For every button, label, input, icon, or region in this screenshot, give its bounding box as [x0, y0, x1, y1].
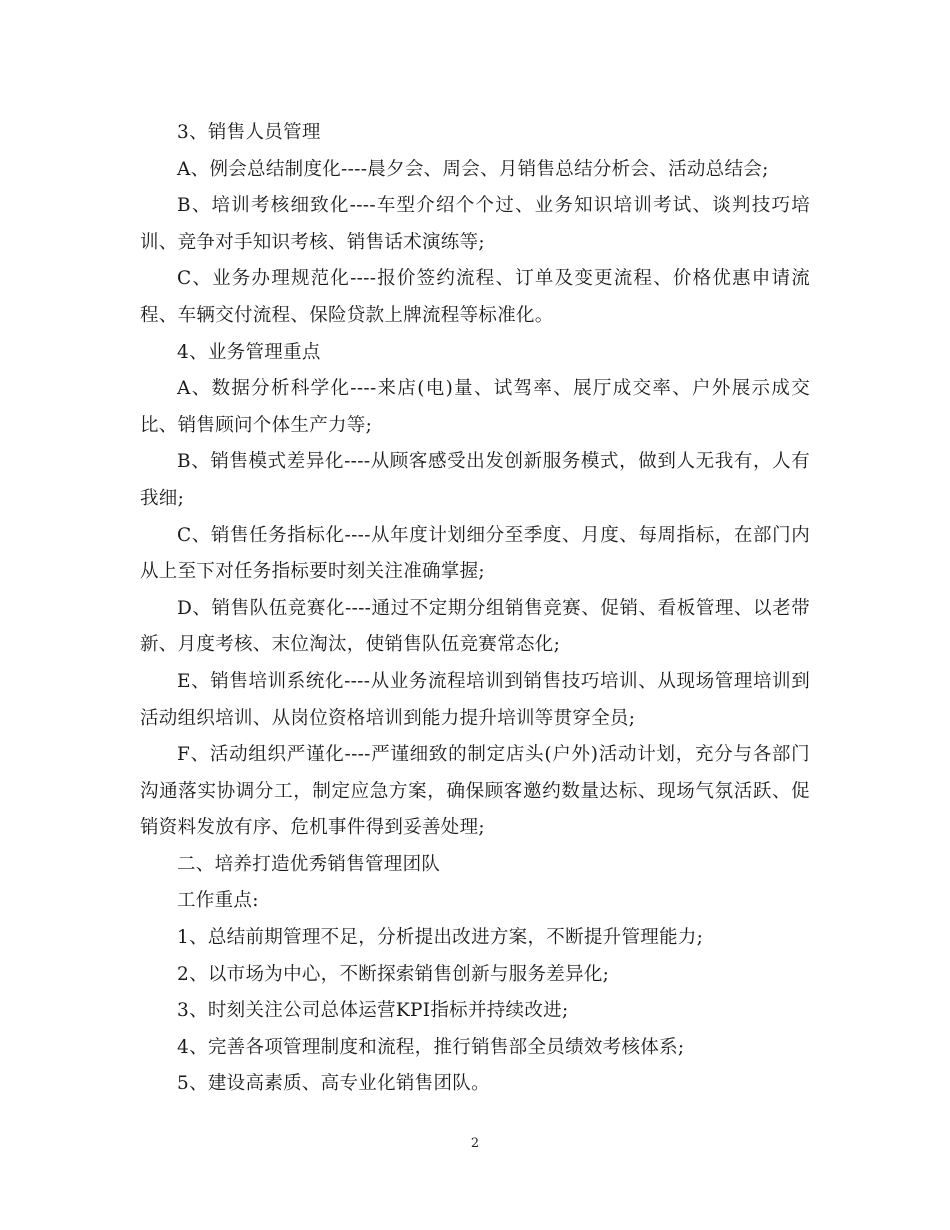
- paragraph-focus-item-1: 1、总结前期管理不足，分析提出改进方案，不断提升管理能力;: [177, 927, 704, 949]
- paragraph-item-a-data-analysis: A、数据分析科学化----来店(电)量、试驾率、展厅成交率、户外展示成交比、销售顾问个体生产力等;: [140, 378, 810, 436]
- paragraph-item-b-training: B、培训考核细致化----车型介绍个个过、业务知识培训考试、谈判技巧培训、竞争对手知识考核、销售话术演练等;: [140, 195, 810, 253]
- paragraph-item-c-procedures: C、业务办理规范化----报价签约流程、订单及变更流程、价格优惠申请流程、车辆交付流程、保险贷款上牌流程等标准化。: [140, 268, 810, 326]
- paragraph-section-4-heading: 4、业务管理重点: [177, 341, 321, 363]
- paragraph-item-f-activities: F、活动组织严谨化----严谨细致的制定店头(户外)活动计划，充分与各部门沟通落实协调分工，制定应急方案，确保顾客邀约数量达标、现场气氛活跃、促销资料发放有序、危机事件得到妥善处理;: [140, 744, 810, 839]
- paragraph-focus-item-2: 2、以市场为中心，不断探索销售创新与服务差异化;: [177, 963, 610, 985]
- paragraph-focus-item-4: 4、完善各项管理制度和流程，推行销售部全员绩效考核体系;: [177, 1036, 685, 1058]
- paragraph-focus-item-5: 5、建设高素质、高专业化销售团队。: [177, 1073, 490, 1095]
- paragraph-work-focus-label: 工作重点:: [177, 890, 259, 912]
- page-number: 2: [470, 1136, 480, 1151]
- paragraph-focus-item-3: 3、时刻关注公司总体运营KPI指标并持续改进;: [177, 1000, 569, 1022]
- paragraph-item-d-competition: D、销售队伍竞赛化----通过不定期分组销售竞赛、促销、看板管理、以老带新、月度考核、末位淘汰，使销售队伍竞赛常态化;: [140, 597, 810, 656]
- paragraph-section-3-heading: 3、销售人员管理: [177, 122, 321, 143]
- paragraph-item-e-training-system: E、销售培训系统化----从业务流程培训到销售技巧培训、从现场管理培训到活动组织培训、从岗位资格培训到能力提升培训等贯穿全员;: [140, 670, 810, 729]
- paragraph-item-b-sales-mode: B、销售模式差异化----从顾客感受出发创新服务模式，做到人无我有，人有我细;: [140, 451, 810, 509]
- paragraph-section-two-heading: 二、培养打造优秀销售管理团队: [177, 853, 441, 875]
- paragraph-item-c-sales-targets: C、销售任务指标化----从年度计划细分至季度、月度、每周指标，在部门内从上至下对任务指标要时刻关注准确掌握;: [140, 524, 810, 583]
- paragraph-item-a-meetings: A、例会总结制度化----晨夕会、周会、月销售总结分析会、活动总结会;: [177, 158, 769, 180]
- document-body: [140, 115, 810, 1103]
